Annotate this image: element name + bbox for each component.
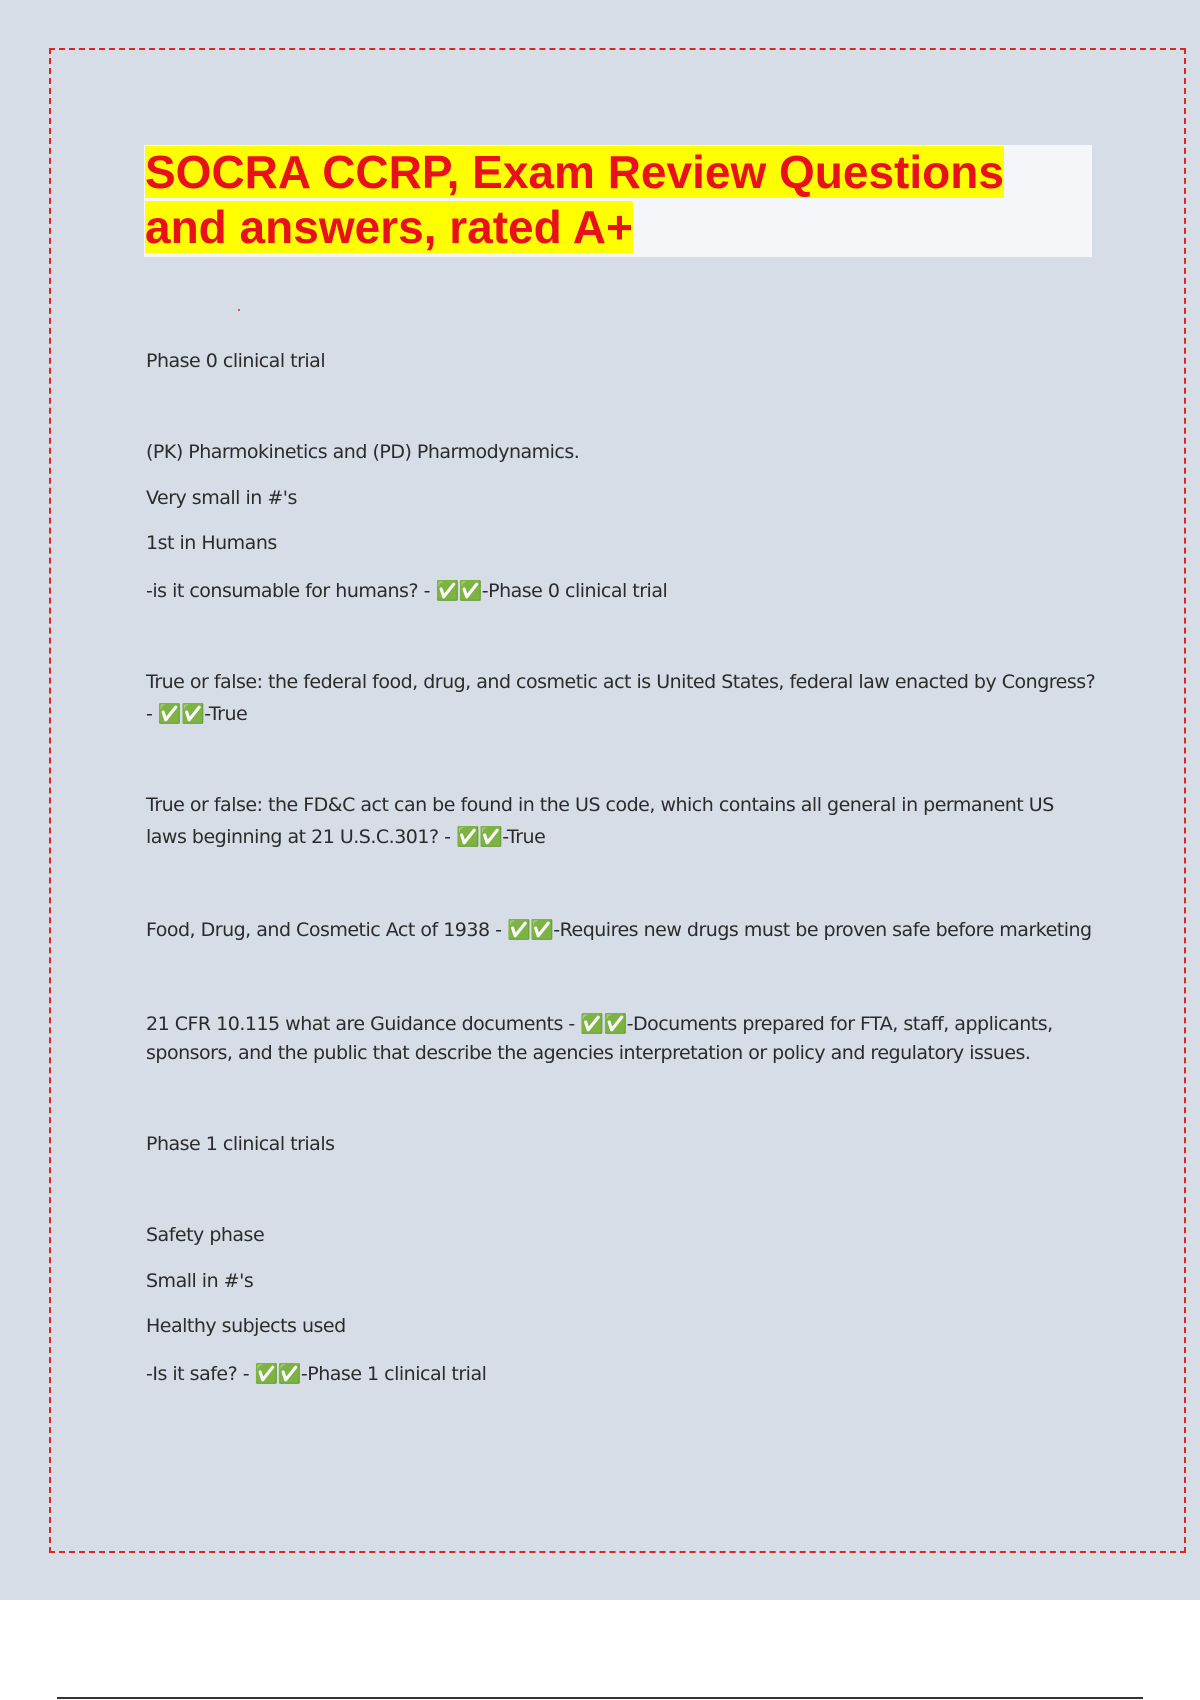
question-text: 1st in Humans [146,532,277,554]
answer-text: laws beginning at 21 U.S.C.301? - ✅✅-True [146,826,546,848]
question-text: Very small in #'s [146,487,297,509]
footer-rule [57,1697,1143,1699]
answer-text: sponsors, and the public that describe the agencies interpretation or policy and regulatory issues. [146,1042,1031,1064]
document-title [145,145,1004,255]
stray-mark [238,309,240,311]
answer-text: - ✅✅-True [146,703,248,725]
question-text: (PK) Pharmokinetics and (PD) Pharmodynamics. [146,441,580,463]
title-line-1: SOCRA CCRP, Exam Review Questions [145,146,1004,198]
question-text: Phase 0 clinical trial [146,350,326,372]
question-text: Healthy subjects used [146,1315,346,1337]
answer-text: 21 CFR 10.115 what are Guidance documents - ✅✅-Documents prepared for FTA, staff, applicants, [146,1013,1053,1035]
question-text: Small in #'s [146,1270,254,1292]
question-text: Safety phase [146,1224,265,1246]
answer-text: -is it consumable for humans? - ✅✅-Phase 0 clinical trial [146,580,668,602]
question-text: Phase 1 clinical trials [146,1133,335,1155]
answer-text: -Is it safe? - ✅✅-Phase 1 clinical trial [146,1363,487,1385]
answer-text: Food, Drug, and Cosmetic Act of 1938 - ✅✅-Requires new drugs must be proven safe before marketing [146,919,1092,941]
question-text: True or false: the FD&C act can be found in the US code, which contains all general in permanent US [146,794,1054,816]
question-text: True or false: the federal food, drug, and cosmetic act is United States, federal law enacted by Congress? [146,671,1096,693]
title-line-2: and answers, rated A+ [145,201,633,253]
